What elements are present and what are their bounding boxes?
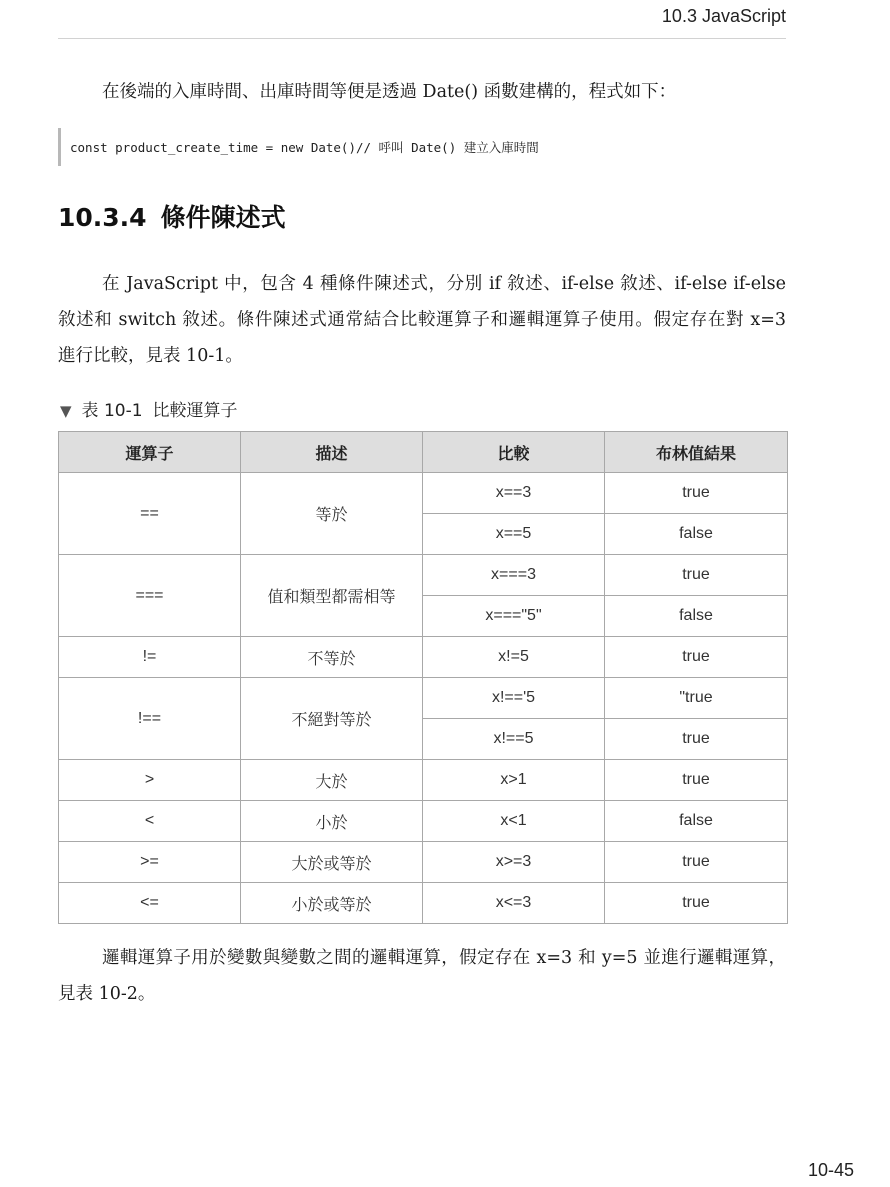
section-title: 條件陳述式 (160, 203, 286, 232)
page-number: 10-45 (807, 1160, 854, 1180)
result-cell: true (605, 760, 788, 801)
code-block (58, 128, 786, 166)
table-row (59, 473, 788, 514)
result-cell: "true (605, 678, 788, 719)
result-cell: true (605, 719, 788, 760)
table-row (59, 678, 788, 719)
comparison-cell: x===3 (423, 555, 605, 596)
result-cell: true (605, 637, 788, 678)
description-cell: 等於 (241, 473, 423, 555)
table-caption (60, 396, 238, 421)
code-line: const product_create_time = new Date()// 呼叫 Date() 建立入庫時間 (70, 140, 539, 155)
comparison-cell: x<=3 (423, 883, 605, 924)
comparison-operators-table (58, 431, 788, 924)
result-cell: false (605, 514, 788, 555)
table-row (59, 801, 788, 842)
table-row (59, 555, 788, 596)
comparison-cell: x!=='5 (423, 678, 605, 719)
section-paragraph: 在 JavaScript 中，包含 4 種條件陳述式，分別 if 敘述、if-else 敘述、if-else if-else 敘述和 switch 敘述。條件陳述式通常結合比較運算子和邏輯運算子使用。假定存在對 x=3 進行比較，見表 10-1。 (58, 274, 786, 366)
running-header: 10.3 JavaScript (661, 6, 786, 26)
comparison-cell: x==="5" (423, 596, 605, 637)
description-cell: 不等於 (241, 637, 423, 678)
operator-cell: < (59, 801, 241, 842)
description-cell: 大於或等於 (241, 842, 423, 883)
description-cell: 不絕對等於 (241, 678, 423, 760)
operator-cell: != (59, 637, 241, 678)
table-caption-title: 比較運算子 (152, 401, 238, 421)
comparison-cell: x>1 (423, 760, 605, 801)
table-row (59, 842, 788, 883)
section-number: 10.3.4 (58, 203, 147, 232)
table-row (59, 760, 788, 801)
table-header-row (59, 432, 788, 473)
description-cell: 大於 (241, 760, 423, 801)
operator-cell: <= (59, 883, 241, 924)
operator-cell: !== (59, 678, 241, 760)
result-cell: false (605, 801, 788, 842)
result-cell: true (605, 842, 788, 883)
intro-paragraph: 在後端的入庫時間、出庫時間等便是透過 Date() 函數建構的，程式如下： (102, 82, 677, 102)
header-comparison: 比較 (423, 432, 605, 473)
header-rule (58, 38, 786, 39)
comparison-cell: x>=3 (423, 842, 605, 883)
triangle-marker-icon: ▼ (60, 402, 72, 420)
table-row (59, 883, 788, 924)
operator-cell: === (59, 555, 241, 637)
operator-cell: > (59, 760, 241, 801)
result-cell: true (605, 555, 788, 596)
section-heading (58, 198, 286, 234)
description-cell: 值和類型都需相等 (241, 555, 423, 637)
operator-cell: == (59, 473, 241, 555)
table-row (59, 637, 788, 678)
header-boolean-result: 布林值結果 (605, 432, 788, 473)
comparison-cell: x!=5 (423, 637, 605, 678)
result-cell: true (605, 473, 788, 514)
comparison-cell: x!==5 (423, 719, 605, 760)
header-description: 描述 (241, 432, 423, 473)
description-cell: 小於或等於 (241, 883, 423, 924)
operator-cell: >= (59, 842, 241, 883)
header-operator: 運算子 (59, 432, 241, 473)
table-caption-label: 表 10-1 (81, 401, 143, 421)
comparison-cell: x<1 (423, 801, 605, 842)
closing-paragraph: 邏輯運算子用於變數與變數之間的邏輯運算，假定存在 x=3 和 y=5 並進行邏輯運算，見表 10-2。 (58, 948, 786, 1004)
result-cell: true (605, 883, 788, 924)
comparison-cell: x==3 (423, 473, 605, 514)
description-cell: 小於 (241, 801, 423, 842)
result-cell: false (605, 596, 788, 637)
comparison-cell: x==5 (423, 514, 605, 555)
